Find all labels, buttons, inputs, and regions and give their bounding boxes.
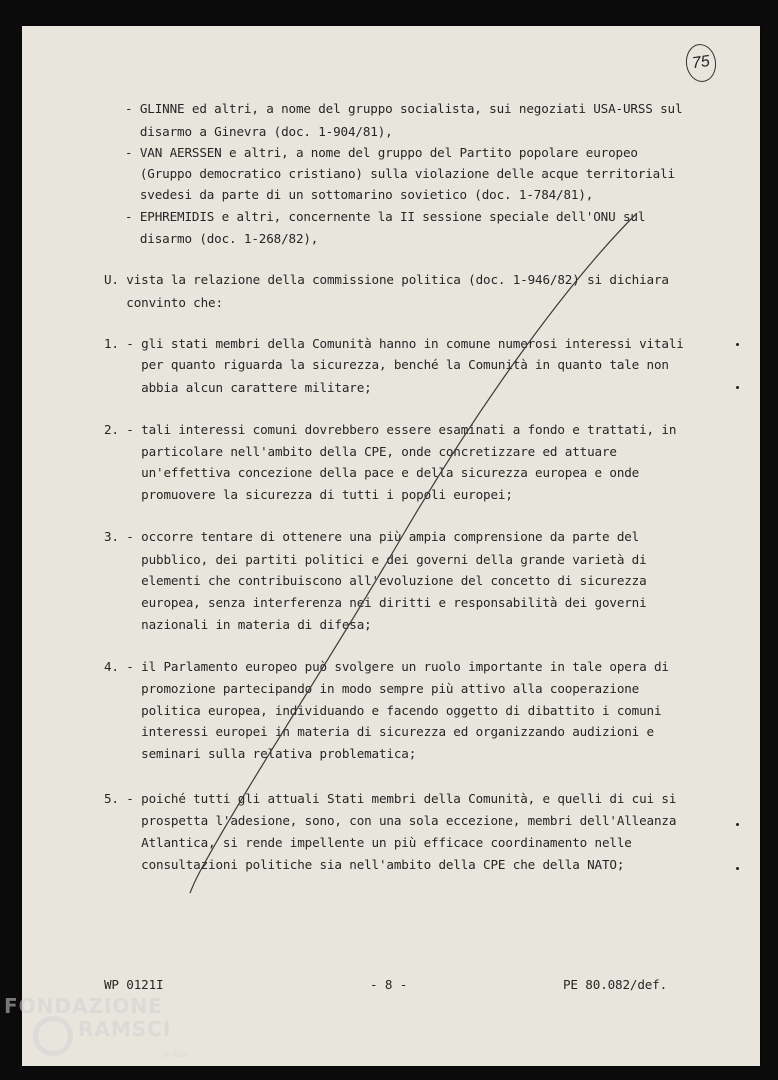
page-number-stamp: 75 bbox=[684, 42, 719, 84]
text-line: - EPHREMIDIS e altri, concernente la II sessione speciale dell'ONU sul bbox=[125, 209, 646, 224]
text-line: politica europea, individuando e facendo oggetto di dibattito i comuni bbox=[104, 703, 662, 718]
watermark-line2: RAMSCI bbox=[78, 1017, 172, 1041]
text-line: per quanto riguarda la sicurezza, benché la Comunità in quanto tale non bbox=[104, 357, 669, 372]
text-line: 5. - poiché tutti gli attuali Stati membri della Comunità, e quelli di cui si bbox=[104, 791, 677, 806]
watermark-line3: onlus bbox=[163, 1050, 188, 1060]
text-line: promuovere la sicurezza di tutti i popoli europei; bbox=[104, 487, 513, 502]
text-line: pubblico, dei partiti politici e dei governi della grande varietà di bbox=[104, 552, 647, 567]
text-line: Atlantica, si rende impellente un più efficace coordinamento nelle bbox=[104, 835, 632, 850]
text-line: europea, senza interferenza nei diritti e responsabilità dei governi bbox=[104, 595, 647, 610]
text-line: - VAN AERSSEN e altri, a nome del gruppo del Partito popolare europeo bbox=[125, 145, 638, 160]
text-line: 4. - il Parlamento europeo può svolgere un ruolo importante in tale opera di bbox=[104, 659, 669, 674]
text-line: U. vista la relazione della commissione politica (doc. 1-946/82) si dichiara bbox=[104, 272, 669, 287]
text-line: 1. - gli stati membri della Comunità hanno in comune numerosi interessi vitali bbox=[104, 336, 684, 351]
text-line: - GLINNE ed altri, a nome del gruppo socialista, sui negoziati USA-URSS sul bbox=[125, 101, 683, 116]
footer-page-number: - 8 - bbox=[370, 977, 408, 992]
text-line: nazionali in materia di difesa; bbox=[104, 617, 372, 632]
gramsci-logo-g-icon bbox=[33, 1016, 73, 1056]
text-line: elementi che contribuiscono all'evoluzione del concetto di sicurezza bbox=[104, 573, 647, 588]
text-line: (Gruppo democratico cristiano) sulla violazione delle acque territoriali bbox=[125, 166, 675, 181]
text-line: disarmo (doc. 1-268/82), bbox=[125, 231, 319, 246]
text-line: abbia alcun carattere militare; bbox=[104, 380, 372, 395]
text-line: seminari sulla relativa problematica; bbox=[104, 746, 417, 761]
text-line: disarmo a Ginevra (doc. 1-904/81), bbox=[125, 124, 393, 139]
text-line: particolare nell'ambito della CPE, onde concretizzare ed attuare bbox=[104, 444, 617, 459]
text-line: convinto che: bbox=[104, 295, 223, 310]
footer-reference: PE 80.082/def. bbox=[563, 977, 668, 992]
text-line: promozione partecipando in modo sempre più attivo alla cooperazione bbox=[104, 681, 640, 696]
text-line: consultazioni politiche sia nell'ambito della CPE che della NATO; bbox=[104, 857, 625, 872]
text-line: svedesi da parte di un sottomarino sovietico (doc. 1-784/81), bbox=[125, 187, 594, 202]
footer-document-code: WP 0121I bbox=[104, 977, 164, 992]
text-line: interessi europei in materia di sicurezza ed organizzando audizioni e bbox=[104, 724, 654, 739]
text-line: prospetta l'adesione, sono, con una sola eccezione, membri dell'Alleanza bbox=[104, 813, 677, 828]
text-line: 2. - tali interessi comuni dovrebbero essere esaminati a fondo e trattati, in bbox=[104, 422, 677, 437]
text-line: 3. - occorre tentare di ottenere una più ampia comprensione da parte del bbox=[104, 529, 640, 544]
watermark-line1: FONDAZIONE bbox=[4, 994, 163, 1018]
text-line: un'effettiva concezione della pace e della sicurezza europea e onde bbox=[104, 465, 640, 480]
